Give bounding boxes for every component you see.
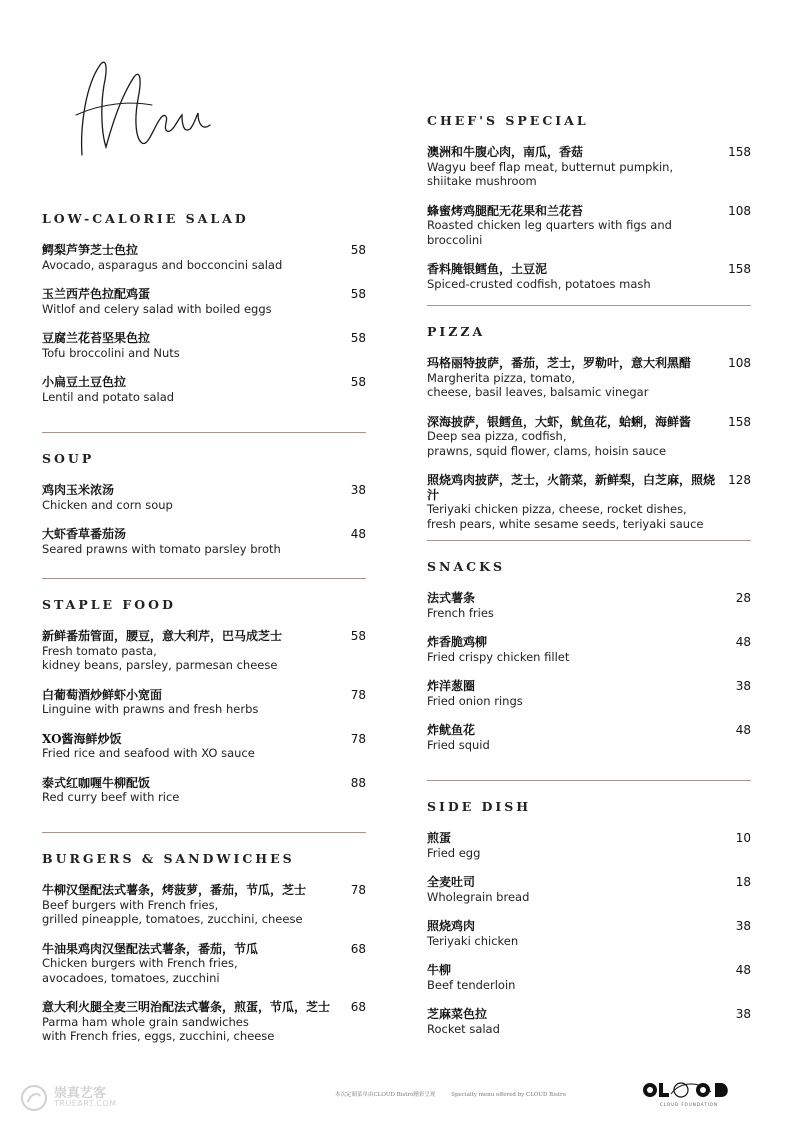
dish-price: 88 (350, 775, 366, 790)
menu-item (42, 883, 366, 927)
section-divider (42, 578, 366, 579)
menu-item (42, 629, 366, 673)
dish-name-en: Chicken burgers with French fries, avocadoes, tomatoes, zucchini (42, 956, 238, 985)
dish-name-en: Fried rice and seafood with XO sauce (42, 746, 255, 760)
dish-name-zh: 意大利火腿全麦三明治配法式薯条，煎蛋，节瓜，芝士 (42, 1000, 331, 1014)
dish-name-en: Wholegrain bread (427, 889, 530, 904)
footer-note-zh: 本次定制菜单由CLOUD Bistro精彩呈现 (335, 1092, 436, 1098)
menu-item (427, 963, 751, 992)
dish-price: 58 (350, 331, 366, 345)
menu-item (427, 204, 751, 248)
menu-item (427, 262, 751, 291)
menu-item (427, 875, 751, 904)
dish-price: 78 (350, 731, 366, 746)
dish-name-en: Fried crispy chicken fillet (427, 649, 570, 664)
dish-name-zh: 蜂蜜烤鸡腿配无花果和兰花苔 (427, 203, 584, 218)
dish-price: 158 (728, 262, 751, 276)
menu-item (42, 375, 366, 404)
dish-name-en: Teriyaki chicken pizza, cheese, rocket dishes, fresh pears, white sesame seeds, teriyaki sauce (427, 502, 704, 531)
dish-price: 108 (728, 356, 751, 370)
dish-price: 78 (350, 883, 366, 897)
menu-item (427, 831, 751, 860)
dish-name-zh: 牛油果鸡肉汉堡配法式薯条，番茄，节瓜 (42, 941, 259, 956)
menu-item (427, 1007, 751, 1036)
dish-name-en: Red curry beef with rice (42, 790, 180, 804)
menu-item (42, 688, 366, 717)
dish-name-zh: 法式薯条 (427, 591, 476, 605)
dish-name-en: Wagyu beef flap meat, butternut pumpkin, shiitake mushroom (427, 159, 674, 188)
dish-name-en: Fried squid (427, 737, 490, 752)
dish-name-en: Spiced-crusted codfish, potatoes mash (427, 276, 651, 291)
section-snacks (427, 559, 751, 767)
section-divider (42, 832, 366, 833)
dish-name-zh: 牛柳 (427, 963, 452, 977)
dish-name-zh: 炸鱿鱼花 (427, 723, 476, 737)
dish-name-zh: 炸洋葱圈 (427, 679, 476, 693)
dish-name-zh: XO酱海鲜炒饭 (42, 731, 122, 746)
dish-name-zh: 大虾香草番茄汤 (42, 527, 127, 541)
section-divider (427, 540, 751, 541)
footer-note (335, 1090, 635, 1098)
section-title: SNACKS (427, 559, 505, 574)
menu-item (42, 942, 366, 986)
dish-name-zh: 炸香脆鸡柳 (427, 635, 488, 649)
dish-name-en: Margherita pizza, tomato, cheese, basil leaves, balsamic vinegar (427, 370, 649, 399)
dish-name-zh: 泰式红咖喱牛柳配饭 (42, 775, 151, 790)
dish-name-en: Deep sea pizza, codfish, prawns, squid flower, clams, hoisin sauce (427, 429, 667, 458)
menu-item (42, 287, 366, 316)
menu-item (42, 776, 366, 805)
menu-item (427, 723, 751, 752)
section-soup (42, 451, 366, 571)
dish-price: 78 (350, 687, 366, 702)
dish-price: 38 (350, 483, 366, 497)
dish-name-zh: 照烧鸡肉 (427, 919, 476, 933)
dish-name-en: Fresh tomato pasta, kidney beans, parsley, parmesan cheese (42, 643, 278, 672)
cloud-logo-icon (641, 1080, 743, 1108)
dish-name-en: Beef tenderloin (427, 977, 516, 992)
section-side-dish (427, 799, 751, 1051)
dish-name-zh: 香料腌银鳕鱼，土豆泥 (427, 262, 548, 276)
section-staple-food (42, 597, 366, 820)
dish-name-zh: 新鲜番茄管面，腰豆，意大利芹，巴马成芝士 (42, 629, 283, 643)
section-divider (427, 780, 751, 781)
dish-name-zh: 玛格丽特披萨，番茄，芝士，罗勒叶，意大利黑醋 (427, 356, 692, 370)
menu-script-title (72, 55, 222, 165)
section-pizza (427, 324, 751, 546)
section-title: SOUP (42, 451, 95, 466)
dish-price: 158 (728, 414, 751, 429)
dish-name-en: Fried egg (427, 845, 481, 860)
section-chefs-special (427, 113, 751, 306)
watermark-text: 崇真艺客 (54, 1086, 107, 1101)
section-title: SIDE DISH (427, 799, 532, 814)
dish-name-zh: 小扁豆土豆色拉 (42, 375, 127, 389)
section-title: PIZZA (427, 324, 486, 339)
dish-name-en: Parma ham whole grain sandwiches with French fries, eggs, zucchini, cheese (42, 1014, 275, 1043)
footer-note-en: Specialty menu offered by CLOUD Bistro (451, 1092, 566, 1098)
dish-name-en: Tofu broccolini and Nuts (42, 345, 180, 360)
dish-name-zh: 深海披萨，银鳕鱼，大虾，鱿鱼花，蛤蜊，海鲜酱 (427, 414, 692, 429)
dish-name-en: Fried onion rings (427, 693, 523, 708)
dish-price: 48 (735, 723, 751, 737)
menu-item (427, 415, 751, 459)
dish-name-en: Roasted chicken leg quarters with figs and broccolini (427, 218, 672, 247)
dish-price: 28 (735, 591, 751, 605)
watermark-logo-icon (20, 1084, 48, 1112)
menu-item (42, 527, 366, 556)
menu-item (42, 243, 366, 272)
dish-price: 128 (728, 473, 751, 487)
menu-item (427, 145, 751, 189)
section-low-calorie-salad (42, 211, 366, 419)
watermark-subtext: TRUEART.COM (54, 1099, 117, 1108)
section-title: LOW-CALORIE SALAD (42, 211, 249, 226)
dish-price: 68 (350, 1000, 366, 1014)
menu-item (427, 473, 751, 531)
section-title: STAPLE FOOD (42, 597, 176, 612)
dish-name-en: Teriyaki chicken (427, 933, 519, 948)
dish-name-zh: 照烧鸡肉披萨，芝士，火箭菜，新鲜梨，白芝麻，照烧汁 (427, 473, 716, 502)
dish-price: 38 (735, 679, 751, 693)
menu-item (427, 356, 751, 400)
section-divider (427, 305, 751, 306)
dish-price: 58 (350, 287, 366, 301)
section-burgers-sandwiches (42, 851, 366, 1059)
dish-price: 10 (735, 831, 751, 845)
section-title: CHEF'S SPECIAL (427, 113, 589, 128)
menu-item (42, 331, 366, 360)
section-divider (42, 432, 366, 433)
menu-item (42, 732, 366, 761)
menu-item (427, 635, 751, 664)
watermark (20, 1082, 130, 1116)
dish-price: 48 (350, 527, 366, 541)
dish-name-en: Chicken and corn soup (42, 497, 173, 512)
logo-subtext: CLOUD FOUNDATION (660, 1102, 718, 1107)
dish-name-zh: 芝麻菜色拉 (427, 1007, 488, 1021)
dish-name-zh: 白葡萄酒炒鲜虾小宽面 (42, 687, 163, 702)
dish-price: 38 (735, 919, 751, 933)
dish-name-zh: 鳄梨芦笋芝士色拉 (42, 243, 139, 257)
dish-name-en: Beef burgers with French fries, grilled pineapple, tomatoes, zucchini, cheese (42, 897, 303, 926)
dish-price: 48 (735, 635, 751, 649)
dish-name-en: Witlof and celery salad with boiled eggs (42, 301, 272, 316)
dish-name-en: Seared prawns with tomato parsley broth (42, 541, 281, 556)
menu-item (42, 483, 366, 512)
dish-name-zh: 澳洲和牛腹心肉，南瓜，香菇 (427, 145, 584, 159)
dish-name-en: French fries (427, 605, 494, 620)
dish-price: 68 (350, 941, 366, 956)
dish-price: 158 (728, 145, 751, 159)
dish-name-zh: 煎蛋 (427, 831, 452, 845)
dish-name-en: Linguine with prawns and fresh herbs (42, 702, 259, 716)
dish-name-en: Lentil and potato salad (42, 389, 175, 404)
dish-price: 58 (350, 243, 366, 257)
menu-item (42, 1000, 366, 1044)
dish-name-zh: 豆腐兰花苔坚果色拉 (42, 331, 151, 345)
dish-name-zh: 玉兰西芹色拉配鸡蛋 (42, 287, 151, 301)
menu-item (427, 679, 751, 708)
dish-name-zh: 牛柳汉堡配法式薯条，烤菠萝，番茄，节瓜，芝士 (42, 883, 307, 897)
dish-price: 38 (735, 1007, 751, 1021)
dish-name-en: Avocado, asparagus and bocconcini salad (42, 257, 283, 272)
dish-price: 58 (350, 629, 366, 643)
dish-price: 58 (350, 375, 366, 389)
dish-name-zh: 全麦吐司 (427, 875, 476, 889)
dish-price: 18 (735, 875, 751, 889)
dish-name-en: Rocket salad (427, 1021, 500, 1036)
menu-item (427, 919, 751, 948)
section-title: BURGERS & SANDWICHES (42, 851, 295, 866)
dish-price: 48 (735, 963, 751, 977)
dish-price: 108 (728, 203, 751, 218)
dish-name-zh: 鸡肉玉米浓汤 (42, 483, 115, 497)
menu-item (427, 591, 751, 620)
